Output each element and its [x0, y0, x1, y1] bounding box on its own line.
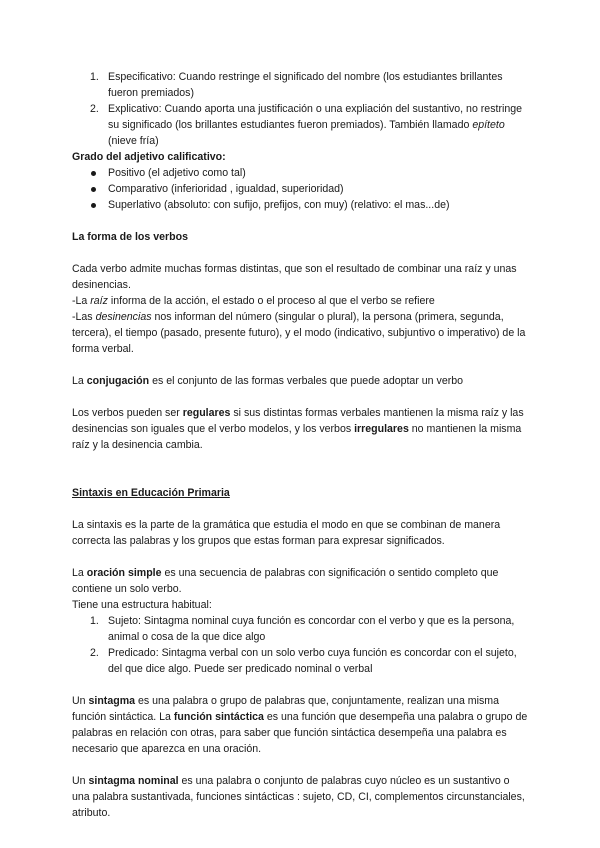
sintaxis-heading: Sintaxis en Educación Primaria: [72, 487, 230, 499]
text: si sus distintas formas verbales mantienen la misma raíz y las desinencias son iguales que el verbo modelos, y los verbos: [72, 407, 524, 435]
bold-term: regulares: [182, 407, 231, 419]
document-content: [72, 69, 528, 821]
bold-term: oración simple: [86, 567, 162, 579]
grado-list: [72, 165, 528, 213]
text: -Las: [72, 311, 96, 323]
text: informa de la acción, el estado o el proceso al que el verbo se refiere: [107, 295, 435, 307]
grado-heading: Grado del adjetivo calificativo:: [72, 151, 226, 163]
text: -La: [72, 295, 91, 307]
list-item: [72, 101, 528, 149]
list-item: [72, 69, 528, 101]
text: es una secuencia de palabras con significación o sentido completo que contiene un solo verbo.: [72, 567, 499, 595]
text: es una palabra o grupo de palabras que, conjuntamente, realizan una misma función sintáctica. La: [72, 695, 499, 723]
bold-term: conjugación: [86, 375, 150, 387]
italic-term: desinencias: [95, 311, 152, 323]
bold-term: irregulares: [354, 423, 409, 435]
list-item-text: Explicativo: Cuando aporta una justificación o una expliación del sustantivo, no restringe su significado (los brillantes estudiantes fueron premiados). También llamado: [108, 103, 522, 131]
oracion-paragraph: [72, 565, 528, 597]
list-item: Positivo (el adjetivo como tal): [72, 165, 528, 181]
list-number: 1.: [90, 71, 99, 83]
list-item: [72, 645, 528, 677]
list-item-text: Sujeto: Sintagma nominal cuya función es concordar con el verbo y que es la persona, animal o cosa de la que dice algo: [108, 615, 515, 643]
list-item: Comparativo (inferioridad , igualdad, superioridad): [72, 181, 528, 197]
italic-term: raíz: [90, 295, 108, 307]
text: La: [72, 567, 87, 579]
conjugacion-paragraph: [72, 373, 528, 389]
estructura-list: [72, 613, 528, 677]
list-number: 2.: [90, 647, 99, 659]
text: La: [72, 375, 87, 387]
text: no mantienen la misma raíz y la desinencia cambia.: [72, 423, 522, 451]
estructura-line: Tiene una estructura habitual:: [72, 599, 212, 611]
list-item-text: Especificativo: Cuando restringe el significado del nombre (los estudiantes brillantes fueron premiados): [108, 71, 503, 99]
text: es una función que desempeña una palabra o grupo de palabras en relación con otras, para saber que función sintáctica desempeña una palabra es necesario que aparezca en una oración.: [72, 711, 528, 755]
list-number: 1.: [90, 615, 99, 627]
verbos-intro: Cada verbo admite muchas formas distintas, que son el resultado de combinar una raíz y unas desinencias.: [72, 263, 517, 291]
sintagma-paragraph: [72, 693, 528, 757]
list-item-text: (nieve fría): [108, 135, 159, 147]
text: nos informan del número (singular o plural), la persona (primera, segunda, tercera), el tiempo (pasado, presente futuro), y el modo (indicativo, subjuntivo o imperativo) de la forma verbal.: [72, 311, 526, 355]
adjetivo-types-list: [72, 69, 528, 149]
text: Un: [72, 775, 89, 787]
list-item-text: Predicado: Sintagma verbal con un solo verbo cuya función es concordar con el sujeto, del que dice algo. Puede ser predicado nominal o verbal: [108, 647, 517, 675]
desinencias-line: [72, 309, 528, 357]
verbos-heading: La forma de los verbos: [72, 231, 188, 243]
text: Los verbos pueden ser: [72, 407, 183, 419]
bold-term: función sintáctica: [173, 711, 264, 723]
bold-term: sintagma: [88, 695, 136, 707]
list-number: 2.: [90, 103, 99, 115]
raiz-line: [72, 293, 528, 309]
text: es el conjunto de las formas verbales que puede adoptar un verbo: [149, 375, 464, 387]
list-item: [72, 613, 528, 645]
bold-term: sintagma nominal: [88, 775, 179, 787]
sintaxis-intro: La sintaxis es la parte de la gramática que estudia el modo en que se combinan de manera correcta las palabras y los grupos que estas forman para expresar significados.: [72, 519, 501, 547]
text: es una palabra o conjunto de palabras cuyo núcleo es un sustantivo o una palabra sustantivada, funciones sintácticas : sujeto, CD, CI, complementos circunstanciales, atributo.: [72, 775, 525, 819]
regulares-paragraph: [72, 405, 528, 453]
text: Un: [72, 695, 89, 707]
sintagma-nominal-paragraph: [72, 773, 528, 821]
list-item: Superlativo (absoluto: con sufijo, prefijos, con muy) (relativo: el mas...de): [72, 197, 528, 213]
italic-term: epíteto: [472, 119, 505, 131]
